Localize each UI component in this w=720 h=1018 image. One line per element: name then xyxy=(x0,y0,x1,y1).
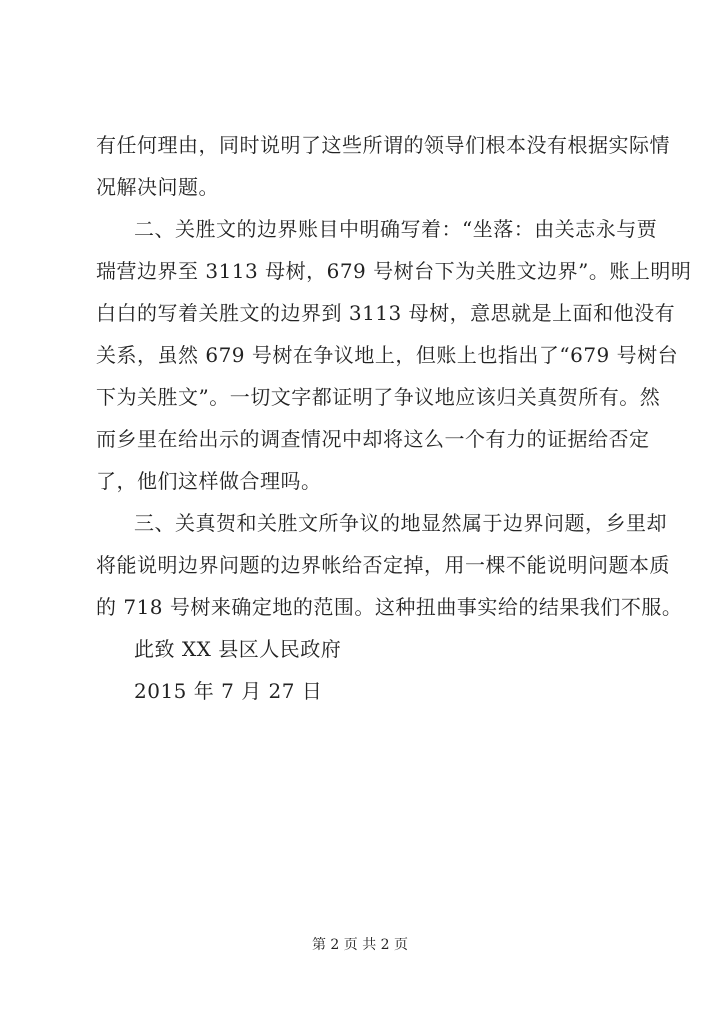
paragraph-line: 关系，虽然 679 号树在争议地上，但账上也指出了“679 号树台 xyxy=(96,343,679,367)
paragraph-line: 三、关真贺和关胜文所争议的地显然属于边界问题，乡里却 xyxy=(134,511,667,535)
paragraph-line: 二、关胜文的边界账目中明确写着：“坐落：由关志永与贾 xyxy=(134,217,658,241)
paragraph-line: 的 718 号树来确定地的范围。这种扭曲事实给的结果我们不服。 xyxy=(96,595,683,619)
paragraph-line: 有任何理由，同时说明了这些所谓的领导们根本没有根据实际情 xyxy=(96,133,670,157)
paragraph-line: 将能说明边界问题的边界帐给否定掉，用一棵不能说明问题本质 xyxy=(96,553,670,577)
paragraph-line: 白白的写着关胜文的边界到 3113 母树，意思就是上面和他没有 xyxy=(96,301,676,325)
paragraph-line: 下为关胜文”。一切文字都证明了争议地应该归关真贺所有。然 xyxy=(96,385,661,409)
paragraph-line: 瑞营边界至 3113 母树，679 号树台下为关胜文边界”。账上明明 xyxy=(96,259,692,283)
paragraph-line: 况解决问题。 xyxy=(96,175,219,199)
salutation-line: 此致 XX 县区人民政府 xyxy=(134,637,342,661)
paragraph-line: 了，他们这样做合理吗。 xyxy=(96,469,322,493)
paragraph-line: 而乡里在给出示的调查情况中却将这么一个有力的证据给否定 xyxy=(96,427,650,451)
date-line: 2015 年 7 月 27 日 xyxy=(134,679,323,703)
page-footer: 第 2 页 共 2 页 xyxy=(311,937,409,953)
